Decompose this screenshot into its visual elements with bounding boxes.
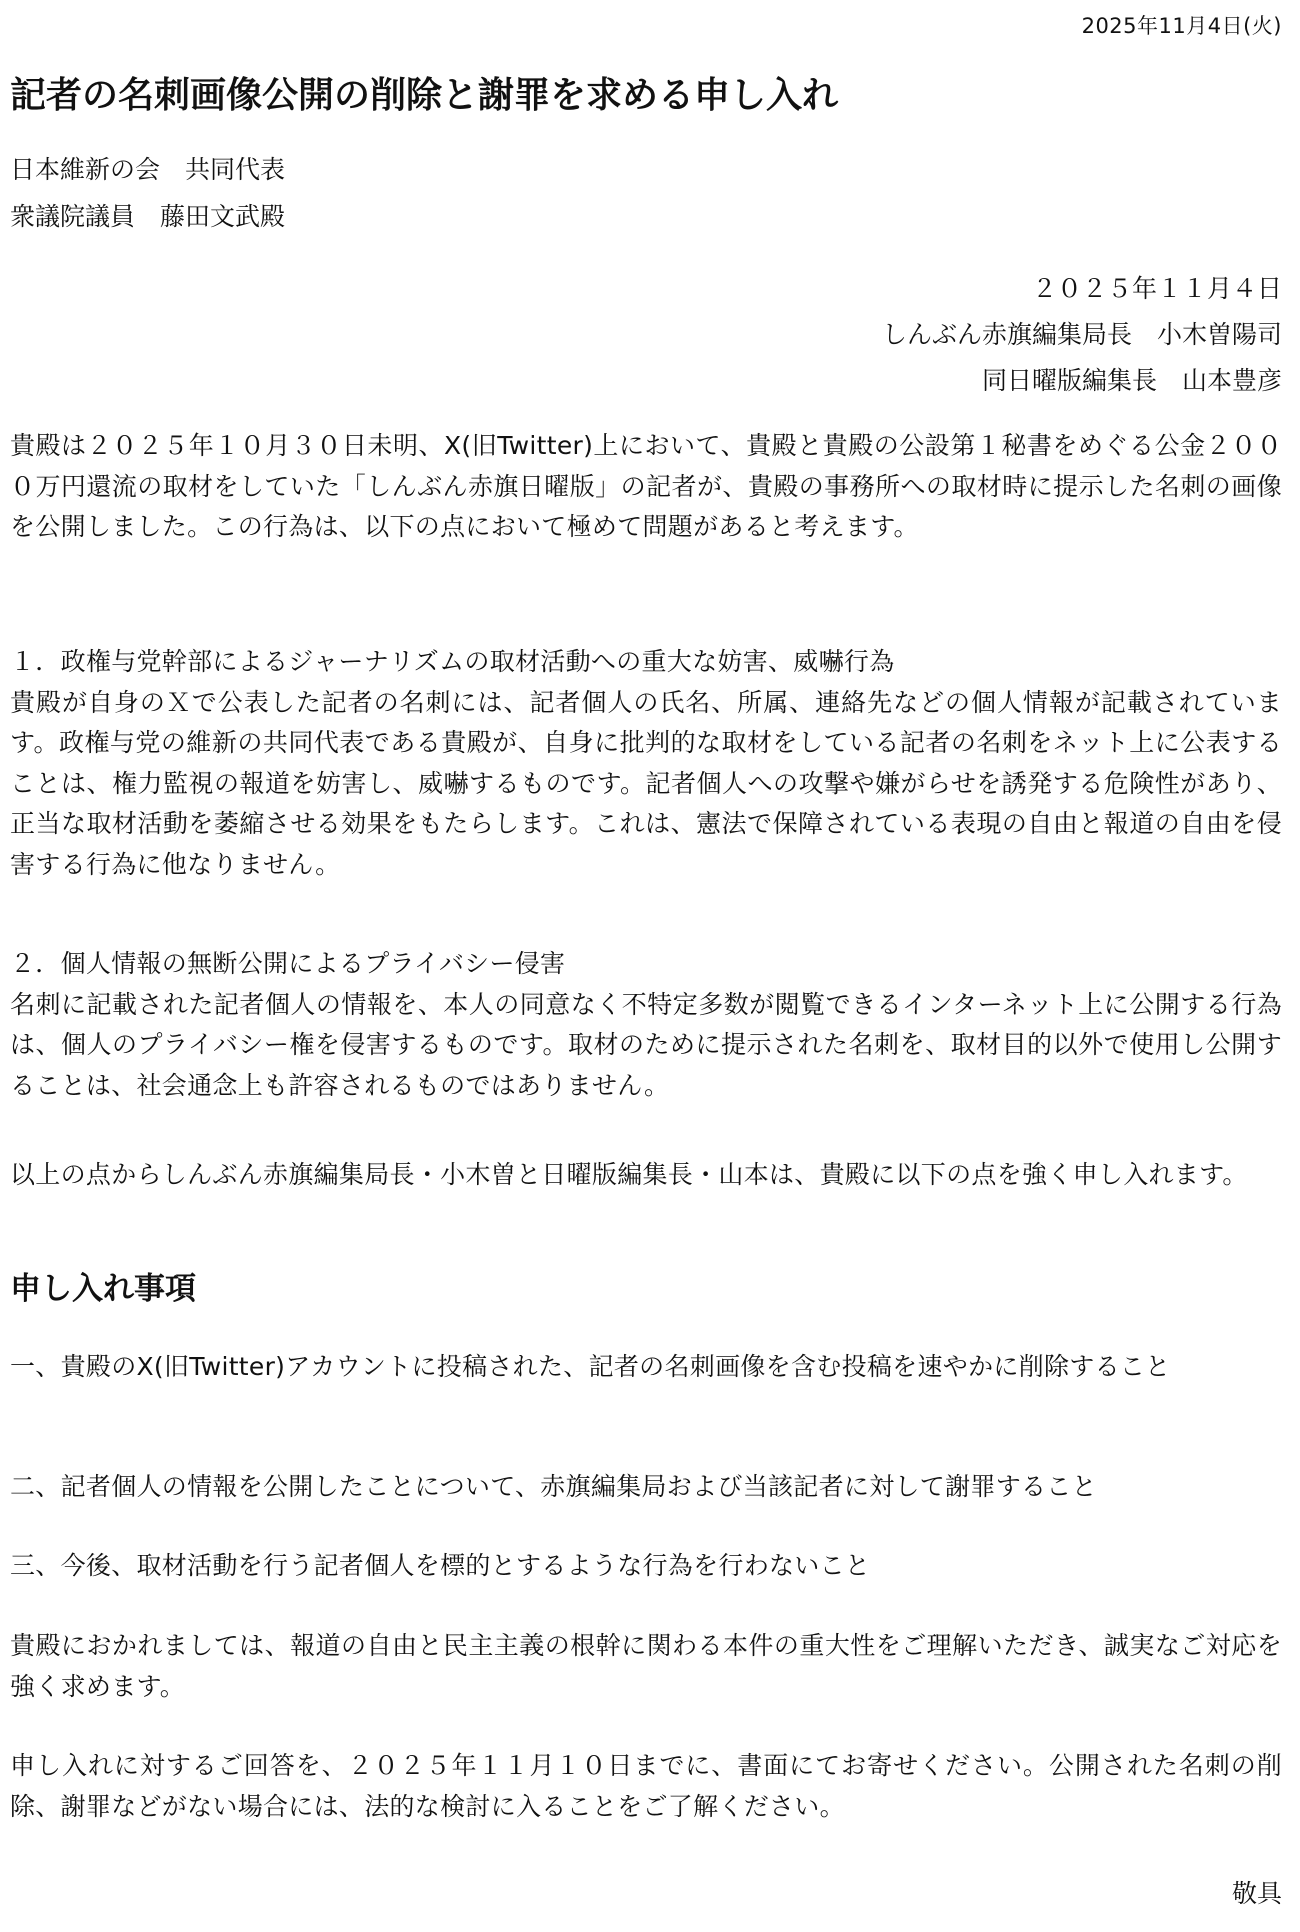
demand-item-1: 一、貴殿のX(旧Twitter)アカウントに投稿された、記者の名刺画像を含む投稿を速やかに削除すること — [10, 1352, 1171, 1381]
sender-line-1: しんぶん赤旗編集局長 小木曽陽司 — [881, 320, 1282, 349]
intro-paragraph: 貴殿は２０２５年１０月３０日未明、X(旧Twitter)上において、貴殿と貴殿の公設第１秘書をめぐる公金２０００万円還流の取材をしていた「しんぶん赤旗日曜版」の記者が、貴殿の事務所への取材時に提示した名刺の画像を公開しました。この行為は、以下の点において極めて問題があると考えます。 — [10, 431, 1282, 541]
point-2-section — [10, 944, 1282, 1106]
closing-request: 貴殿におかれましては、報道の自由と民主主義の根幹に関わる本件の重大性をご理解いただき、誠実なご対応を強く求めます。 — [10, 1631, 1282, 1701]
demand-item-2: 二、記者個人の情報を公開したことについて、赤旗編集局および当該記者に対して謝罪すること — [10, 1472, 1097, 1501]
point-1-section — [10, 642, 1282, 885]
publish-date: 2025年11月4日(火) — [1081, 14, 1282, 38]
point-1-text: 貴殿が自身のＸで公表した記者の名刺には、記者個人の氏名、所属、連絡先などの個人情報が記載されています。政権与党の維新の共同代表である貴殿が、自身に批判的な取材をしている記者の名刺をネット上に公表することは、権力監視の報道を妨害し、威嚇するものです。記者個人への攻撃や嫌がらせを誘発する危険性があり、正当な取材活動を萎縮させる効果をもたらします。これは、憲法で保障されている表現の自由と報道の自由を侵害する行為に他なりません。 — [10, 687, 1282, 879]
sign-off: 敬具 — [1231, 1879, 1282, 1908]
document-title: 記者の名刺画像公開の削除と謝罪を求める申し入れ — [10, 75, 839, 116]
addressee-line-1: 日本維新の会 共同代表 — [10, 155, 286, 184]
demands-heading: 申し入れ事項 — [10, 1271, 196, 1307]
sender-block — [882, 266, 1282, 404]
summary-paragraph: 以上の点からしんぶん赤旗編集局長・小木曽と日曜版編集長・山本は、貴殿に以下の点を強く申し入れます。 — [10, 1160, 1248, 1189]
point-2-heading: ２．個人情報の無断公開によるプライバシー侵害 — [10, 949, 566, 978]
demand-item-3: 三、今後、取材活動を行う記者個人を標的とするような行為を行わないこと — [10, 1551, 871, 1580]
sender-line-2: 同日曜版編集長 山本豊彦 — [981, 366, 1282, 395]
addressee-line-2: 衆議院議員 藤田文武殿 — [10, 202, 286, 231]
point-1-heading: １．政権与党幹部によるジャーナリズムの取材活動への重大な妨害、威嚇行為 — [10, 647, 895, 676]
letter-date: ２０２５年１１月４日 — [1031, 274, 1282, 303]
point-2-text: 名刺に記載された記者個人の情報を、本人の同意なく不特定多数が閲覧できるインターネット上に公開する行為は、個人のプライバシー権を侵害するものです。取材のために提示された名刺を、取材目的以外で使用し公開することは、社会通念上も許容されるものではありません。 — [10, 989, 1282, 1100]
addressee-block — [10, 146, 285, 240]
response-deadline: 申し入れに対するご回答を、２０２５年１１月１０日までに、書面にてお寄せください。公開された名刺の削除、謝罪などがない場合には、法的な検討に入ることをご了解ください。 — [10, 1751, 1282, 1821]
